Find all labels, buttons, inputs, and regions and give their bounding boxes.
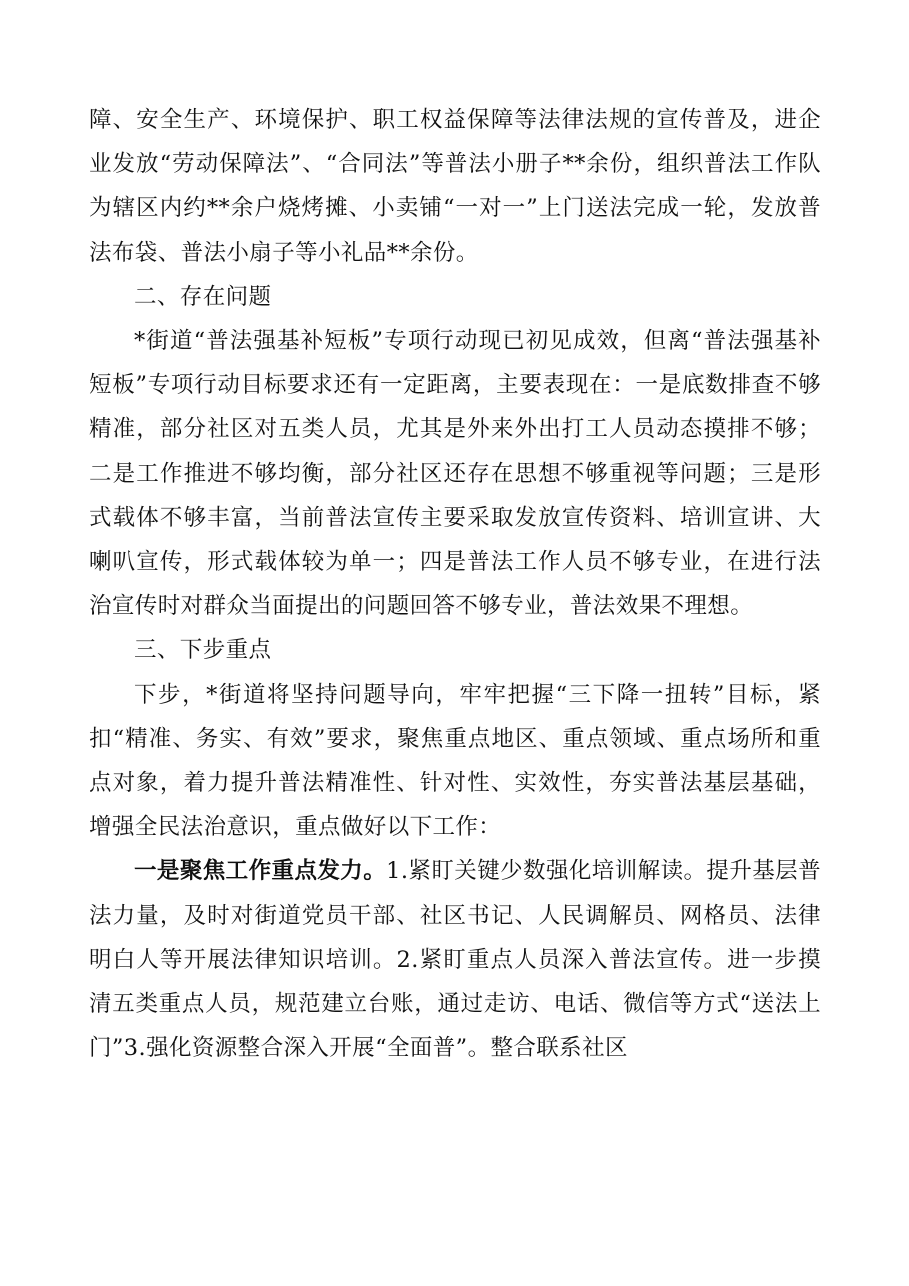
section-heading-problems: 二、存在问题 xyxy=(134,283,272,310)
paragraph-next-steps: 下步，*街道将坚持问题导向，牢牢把握“三下降一扭转”目标，紧扣“精准、务实、有效”要求，聚焦重点地区、重点领域、重点场所和重点对象，着力提升普法精准性、针对性、实效性，夯实普法基层基础，增强全民法治意识，重点做好以下工作： xyxy=(89,681,821,841)
paragraph-focus-body: 1.紧盯关键少数强化培训解读。提升基层普法力量，及时对街道党员干部、社区书记、人民调解员、网格员、法律明白人等开展法律知识培训。2.紧盯重点人员深入普法宣传。进一步摸清五类重点人员，规范建立台账，通过走访、电话、微信等方式“送法上门”3.强化资源整合深入开展“全面普”。整合联系社区 xyxy=(89,858,821,1062)
paragraph-focus xyxy=(89,849,821,1070)
section-heading-next-steps: 三、下步重点 xyxy=(134,637,272,664)
paragraph-problems: *街道“普法强基补短板”专项行动现已初见成效，但离“普法强基补短板”专项行动目标要求还有一定距离，主要表现在：一是底数排查不够精准，部分社区对五类人员，尤其是外来外出打工人员动态摸排不够；二是工作推进不够均衡，部分社区还存在思想不够重视等问题；三是形式载体不够丰富，当前普法宣传主要采取发放宣传资料、培训宣讲、大喇叭宣传，形式载体较为单一；四是普法工作人员不够专业，在进行法治宣传时对群众当面提出的问题回答不够专业，普法效果不理想。 xyxy=(89,328,821,620)
document-body xyxy=(89,98,821,1070)
paragraph-focus-lead: 一是聚焦工作重点发力。 xyxy=(134,858,387,885)
paragraph-continuation: 障、安全生产、环境保护、职工权益保障等法律法规的宣传普及，进企业发放“劳动保障法”、“合同法”等普法小册子**余份，组织普法工作队为辖区内约**余户烧烤摊、小卖铺“一对一”上门送法完成一轮，发放普法布袋、普法小扇子等小礼品**余份。 xyxy=(89,107,821,266)
